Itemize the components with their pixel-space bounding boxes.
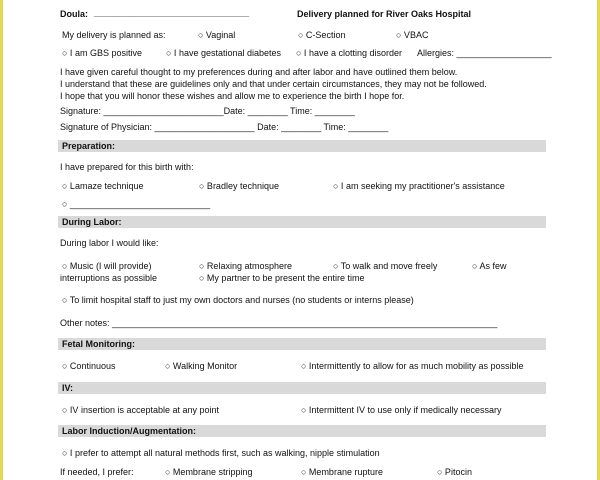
section-bar-fetal-monitoring: [58, 338, 546, 350]
section-heading-fetal-monitoring: Fetal Monitoring:: [62, 339, 135, 349]
option-membrane-rupture[interactable]: ○ Membrane rupture: [301, 467, 383, 477]
section-heading-preparation: Preparation:: [62, 141, 116, 151]
option-gbs-positive[interactable]: ○ I am GBS positive: [62, 48, 142, 58]
option-relaxing-atmosphere[interactable]: ○ Relaxing atmosphere: [199, 261, 292, 271]
option-lamaze[interactable]: ○ Lamaze technique: [62, 181, 144, 191]
other-notes-field[interactable]: Other notes: _____________________________________________________________________________: [60, 318, 498, 328]
signature-field[interactable]: Signature: ________________________Date: ________ Time: ________: [60, 106, 355, 116]
option-membrane-stripping[interactable]: ○ Membrane stripping: [165, 467, 253, 477]
option-walking-monitor[interactable]: ○ Walking Monitor: [165, 361, 238, 371]
option-preparation-blank[interactable]: ○ ____________________________: [62, 199, 211, 209]
section-bar-preparation: [58, 140, 546, 152]
section-heading-labor-induction: Labor Induction/Augmentation:: [62, 426, 196, 436]
option-music[interactable]: ○ Music (I will provide): [62, 261, 152, 271]
option-bradley[interactable]: ○ Bradley technique: [199, 181, 279, 191]
option-intermittent-iv[interactable]: ○ Intermittent IV to use only if medically necessary: [301, 405, 502, 415]
option-pitocin[interactable]: ○ Pitocin: [437, 467, 472, 477]
option-vaginal[interactable]: ○ Vaginal: [198, 30, 236, 40]
preparation-prompt: I have prepared for this birth with:: [60, 162, 194, 172]
paragraph-1: I have given careful thought to my preferences during and after labor and have outlined them below.: [60, 67, 458, 77]
option-practitioner[interactable]: ○ I am seeking my practitioner's assistance: [333, 181, 505, 191]
birth-plan-document: [3, 0, 597, 480]
section-bar-during-labor: [58, 216, 546, 228]
option-intermittent-monitoring[interactable]: ○ Intermittently to allow for as much mobility as possible: [301, 361, 524, 371]
option-iv-insertion[interactable]: ○ IV insertion is acceptable at any point: [62, 405, 220, 415]
section-heading-iv: IV:: [62, 383, 74, 393]
option-natural-methods[interactable]: ○ I prefer to attempt all natural methods first, such as walking, nipple stimulation: [62, 448, 380, 458]
physician-signature-field[interactable]: Signature of Physician: ____________________ Date: ________ Time: ________: [60, 122, 389, 132]
option-clotting-disorder[interactable]: ○ I have a clotting disorder: [296, 48, 402, 58]
option-limit-staff[interactable]: ○ To limit hospital staff to just my own doctors and nurses (no students or interns please): [62, 295, 414, 305]
option-walk-freely[interactable]: ○ To walk and move freely: [333, 261, 438, 271]
option-gestational-diabetes[interactable]: ○ I have gestational diabetes: [166, 48, 282, 58]
option-continuous[interactable]: ○ Continuous: [62, 361, 116, 371]
doula-label: Doula:: [60, 9, 88, 19]
if-needed-label: If needed, I prefer:: [60, 467, 134, 477]
option-few-interruptions[interactable]: ○ As few: [472, 261, 507, 271]
planned-label: My delivery is planned as:: [62, 30, 166, 40]
delivery-title: Delivery planned for River Oaks Hospital: [297, 9, 472, 19]
option-vbac[interactable]: ○ VBAC: [396, 30, 429, 40]
option-few-interruptions-continued: interruptions as possible: [60, 273, 158, 283]
during-labor-prompt: During labor I would like:: [60, 238, 159, 248]
option-csection[interactable]: ○ C-Section: [298, 30, 346, 40]
section-bar-labor-induction: [58, 425, 546, 437]
section-bar-iv: [58, 382, 546, 394]
allergies-field[interactable]: Allergies: ___________________: [417, 48, 552, 58]
doula-line[interactable]: _______________________________: [94, 8, 250, 18]
paragraph-2: I understand that these are guidelines only and that under certain circumstances, they may not be followed.: [60, 79, 487, 89]
paragraph-3: I hope that you will honor these wishes and allow me to experience the birth I hope for.: [60, 91, 405, 101]
section-heading-during-labor: During Labor:: [62, 217, 122, 227]
option-partner-present[interactable]: ○ My partner to be present the entire time: [199, 273, 365, 283]
